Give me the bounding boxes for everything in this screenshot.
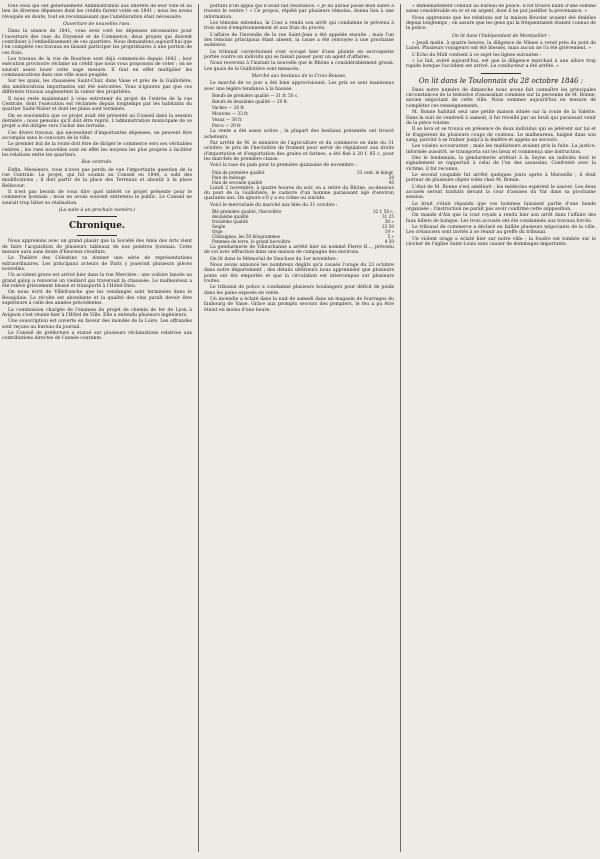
price-item: Pain de première qualité: [212, 169, 265, 175]
column-rule: [198, 4, 199, 852]
paragraph: On nous écrit de Villefranche que les vendanges sont terminées dans le Beaujolais. La récolte est abondante et la qualité des vins paraît devoir être supérieure à celle des années précédentes.: [2, 290, 192, 307]
paragraph: On se souviendra que ce projet avait été présenté au Conseil dans la session dernière ; nous pensons qu'il doit être repris. L'administration municipale de ce projet a été dirigée vers l'achat des terrains.: [2, 113, 192, 130]
price-item: Pommes de terre, le grand hectolitre: [212, 238, 291, 244]
price-value: 31 25: [382, 213, 394, 219]
column-right: [406, 4, 596, 852]
paragraph: Dans notre numéro de dimanche nous avons fait connaître les principales circonstances de la tentative d'assassinat commise sur la personne de M. Bonne, ancien négociant de cette ville. Nous sommes aujourd'hui en mesure de compléter ces renseignements.: [406, 87, 596, 109]
price-value: 5 »: [387, 233, 394, 239]
paragraph: tous ceux qui ont généralement Administration aux intérêts de leur ville et au lieu de diverses dépenses dont les crédits furent votés en 1841 ; nous les avons révoqués en doute, tout en reconnaissant que l'amélioration était nécessaire.: [2, 4, 192, 20]
paragraph: Nous avons annoncé les nombreux dégâts qu'a causés l'orage du 23 octobre dans notre département ; des détails ultérieurs nous apprennent que plusieurs ponts ont été emportés et que la circulation est interrompue sur plusieurs routes.: [204, 262, 394, 284]
column-left: [2, 4, 192, 852]
list-item: Veaux — 38 fr.: [212, 117, 243, 123]
paragraph: Nous recevons à l'instant la nouvelle que le Rhône a considérablement grossi. Les quais de la Guillotière sont menacés.: [204, 61, 394, 72]
paragraph: Il nous reste maintenant à vous entretenir du projet de l'entrée de la rue Centrale, dont l'exécution est réclamée depuis longtemps par les habitants du quartier Saint-Nizier et dont les plans sont terminés.: [2, 96, 192, 113]
price-value: 19 »: [384, 228, 394, 234]
paragraph: Le Théâtre des Célestins va donner une série de représentations extraordinaires. Les principaux acteurs de Paris y joueront plusieurs pièces nouvelles.: [2, 256, 192, 273]
price-value: 4 50: [384, 238, 394, 244]
paragraph: Les témoins entendus, la Cour a rendu son arrêt qui condamne le prévenu à trois mois d'emprisonnement et aux frais du procès.: [204, 21, 394, 32]
paragraph: Les voisins accoururent ; mais les malfaiteurs avaient pris la fuite. La justice, informée aussitôt, se transporta sur les lieux et commença une instruction.: [406, 144, 596, 155]
paragraph: Enfin, Messieurs, vous n'avez pas perdu de vue l'importante question de la rue Centrale. Le projet, qui fut soumis au Conseil en 1844, a subi des modifications ; il doit partir de la place des Terreaux et aboutir à la place Bellecour.: [2, 167, 192, 189]
bread-price-table: [212, 170, 394, 185]
paragraph: Voici le mercuriale du marché aux blés du 31 octobre :: [210, 202, 338, 208]
price-row: [212, 239, 394, 244]
paragraph: Voici la taxe du pain pour la première quinzaine de novembre :: [210, 163, 357, 169]
paragraph: Le bruit s'était répandu que ces hommes faisaient partie d'une bande organisée ; l'instruction ne paraît pas avoir confirmé cette supposition.: [406, 201, 596, 212]
section-subhead: On lit dans l'Indépendant de Montpellier :: [452, 33, 550, 39]
paragraph: Un violent orage a éclaté hier sur notre ville ; la foudre est tombée sur le clocher de l'église Saint-Louis sans causer de dommages importants.: [406, 236, 596, 248]
paragraph: Par arrêté de M. le ministre de l'agriculture et du commerce en date du 31 octobre, le prix de l'hectolitre de froment pour servir de régulateur aux droits d'importation et d'exportation des grains et farines, a été fixé à 20 f. 85 c. pour les marchés de première classe.: [204, 140, 394, 162]
paragraph: Le tribunal de police a condamné plusieurs boulangers pour déficit de poids dans les pains exposés en vente.: [204, 285, 394, 296]
paragraph: portant d'un appui qui n'avait fait résistance. « Je lui aurais passé mon sabre à travers le ventre ! » Ce propos, répété par plusieurs témoins, donna lieu à une information.: [204, 4, 394, 20]
price-item: Orge: [212, 228, 223, 234]
price-value: 30 »: [384, 218, 394, 224]
paragraph: Nous apprenons avec un grand plaisir que la Société des Amis des Arts vient de faire l'acquisition de plusieurs tableaux de nos peintres lyonnais. Cette mesure aura sans doute d'heureux résultats.: [2, 239, 192, 256]
list-item: Bœufs de deuxième qualité — 29 fr.: [212, 99, 288, 105]
paragraph: L'affaire de l'incendie de la rue Saint-Jean a été appelée ensuite ; mais l'un des témoins principaux étant absent, la cause a été renvoyée à une prochaine audience.: [204, 32, 394, 49]
list-item: Vaches — 26 fr.: [212, 105, 245, 111]
price-value: 23 50: [382, 223, 394, 229]
paragraph: « Le fait, avéré aujourd'hui, est que la diligence marchait à une allure trop rapide lorsque l'accident est arrivé. Le conducteur a été arrêté. »: [406, 59, 596, 70]
paragraph: L'état de M. Bonne s'est amélioré ; les médecins espèrent le sauver. Les deux accusés seront traduits devant la cour d'assises du Var dans sa prochaine session.: [406, 184, 596, 201]
paragraph: On mande d'Aix que la cour royale a rendu hier son arrêt dans l'affaire des faux billets de banque. Les trois accusés ont été condamnés aux travaux forcés.: [406, 213, 596, 224]
paragraph: La vente a été assez active ; la plupart des bestiaux présentés ont trouvé acheteurs.: [204, 129, 394, 140]
paragraph: Les travaux de la rue de Bourbon sont déjà commencés depuis 1842 ; leur exécution provisoire réclame un crédit que nous vous proposons de voter ; on ne saurait assez louer cette sage mesure. Il faut en effet multiplier les communications dans une ville aussi peuplée.: [2, 57, 192, 79]
price-value: 33 cent. le kilogr.: [357, 169, 394, 175]
price-item: troisième qualité: [212, 218, 249, 224]
column-rule: [400, 4, 401, 852]
price-item: Blé première qualité, l'hectolitre: [212, 208, 282, 214]
paragraph: Nous apprenons que les relations sur la maison Bouvier avaient été établies depuis longtemps ; on assure que les gens qui la fréquentaient étaient connus de la police.: [406, 15, 596, 32]
paragraph: Le marché de ce jour a été bien approvisionné. Les prix se sont maintenus avec une légère tendance à la hausse.: [204, 81, 394, 92]
price-item: Pain de seconde qualité: [212, 179, 263, 185]
paragraph: La commission chargée de l'examen du projet de chemin de fer de Lyon à Avignon s'est réunie hier à l'Hôtel de Ville. Elle a entendu plusieurs ingénieurs.: [2, 307, 192, 318]
section-heading: On lit dans le Toulonnais du 28 octobre 1846 :: [418, 76, 584, 85]
section-subhead: Marché aux bestiaux de la Croix-Rousse.: [251, 74, 347, 80]
price-item: Pain de ménage: [212, 174, 246, 180]
paragraph: La gendarmerie de Villeurbanne a arrêté hier un nommé Pierre B..., prévenu de vol avec effraction dans une maison de campagne des environs.: [204, 244, 394, 256]
paragraph: L'Echo du Midi contient à ce sujet les lignes suivantes :: [412, 52, 542, 58]
paragraph: Le tribunal correctionnel s'est occupé hier d'une plainte en escroquerie portée contre un individu qui se faisait passer pour un agent d'affaires.: [204, 49, 394, 61]
paragraph: Le premier but de la route doit être de diriger le commerce vers ses véritables centres ; les rues nouvelles sont en effet les moyens les plus propres à faciliter les relations entre les quartiers.: [2, 142, 192, 158]
separator: [481, 73, 521, 74]
paragraph: Dans la séance de 1841, vous avez voté les dépenses nécessaires pour l'ouverture des rues du Doyenné et de Commerce, deux projets qui doivent contribuer à l'embellissement de ces quartiers. Nous demandons aujourd'hui que l'on complète ces travaux en faisant participer les propriétaires à une portion de ces frais.: [2, 29, 192, 56]
price-item: Seigle: [212, 223, 226, 229]
section-subhead: Rue centrale.: [81, 160, 113, 166]
paragraph: Une souscription est ouverte en faveur des inondés de la Loire. Les offrandes sont reçues au bureau du journal.: [2, 319, 192, 330]
paragraph: Le second coupable fut arrêté quelques jours après à Marseille ; il était porteur de plusieurs objets volés chez M. Bonne.: [406, 172, 596, 184]
paragraph: Il n'est pas besoin de vous dire quel intérêt ce projet présente pour le commerce lyonnais ; nous en avons souvent entretenu le public. Le Conseil ne saurait trop hâter sa réalisation.: [2, 190, 192, 206]
paragraph: On lit dans le Mémorial de Vaucluse du 1er novembre :: [210, 256, 339, 262]
paragraph: Dès le lendemain, la gendarmerie arrêtait à la Seyne un individu dont le signalement se rapportait à celui de l'un des assassins. Confronté avec la victime, il fut reconnu.: [406, 155, 596, 172]
paragraph: Sur les quais, les chaussées Saint-Clair, dans Vaise et près de la Guillotière, des améliorations importantes ont été exécutées. Vous n'ignorez pas que ces différents travaux augmentent la valeur des propriétés.: [2, 79, 192, 96]
paragraph: Un accident grave est arrivé hier dans la rue Mercière : une voiture lancée au grand galop a renversé un vieillard qui traversait la chaussée. Le malheureux a été relevé grièvement blessé et transporté à l'Hôtel-Dieu.: [2, 273, 192, 290]
paragraph: Un incendie a éclaté dans la nuit de samedi dans un magasin de fourrages du faubourg de Vaise. Grâce aux prompts secours des pompiers, le feu a pu être éteint en moins d'une heure.: [204, 297, 394, 313]
section-subhead: Ouverture de nouvelles rues.: [63, 22, 131, 28]
list-item: Porcs — 29 fr.: [212, 123, 242, 129]
list-item: Moutons — 33 fr.: [212, 111, 249, 117]
price-item: Châtaignes, les 50 kilogrammes: [212, 233, 281, 239]
separator: [77, 235, 117, 236]
market-price-list: [212, 93, 394, 128]
section-heading: Chronique.: [68, 221, 126, 232]
paragraph: Le Conseil de préfecture a statué sur plusieurs réclamations relatives aux contributions directes de l'année courante.: [2, 330, 192, 342]
list-item: Bœufs de première qualité — 31 fr. 50 c.: [212, 93, 299, 99]
paragraph: Le tribunal de commerce a déclaré en faillite plusieurs négociants de la ville. Les créanciers sont invités à se réunir au greffe du tribunal.: [406, 225, 596, 236]
grain-price-table: [212, 209, 394, 244]
continued-note: (La suite à un prochain numéro.): [58, 208, 136, 214]
price-row: [212, 180, 394, 185]
paragraph: M. Bonne habitait seul une petite maison située sur la route de la Valette. Dans la nuit de vendredi à samedi, il fut réveillé par un bruit qui paraissait venir de la pièce voisine.: [406, 110, 596, 126]
paragraph: « immédiatement conduit au bureau de police. Il fut trouvé nanti d'une somme assez considérable en or et en argent, dont il ne put justifier la provenance. »: [406, 4, 596, 15]
paragraph: « Jeudi matin, à quatre heures, la diligence de Nîmes a versé près du pont de Lunel. Plusieurs voyageurs ont été blessés, mais aucun ne l'a été grièvement. »: [406, 41, 596, 52]
price-value: 32 f. 50 c.: [372, 208, 394, 214]
paragraph: Lundi 2 novembre, à quatre heures du soir, on a retiré du Rhône, au-dessous du pont de la Guillotière, le cadavre d'un homme paraissant âgé d'environ quarante ans. On ignore s'il y a eu crime ou suicide.: [204, 185, 394, 202]
price-value: 45: [388, 179, 394, 185]
paragraph: Ces divers travaux, qui nécessitent d'importantes dépenses, ne peuvent être accomplis sans le concours de la ville.: [2, 130, 192, 141]
price-value: 28: [388, 174, 394, 180]
price-item: deuxième qualité: [212, 213, 249, 219]
paragraph: Il se leva et se trouva en présence de deux individus qui se jetèrent sur lui et le frappèrent de plusieurs coups de couteau. Le malheureux, baigné dans son sang, parvint à se traîner jusqu'à la fenêtre et appela au secours.: [406, 127, 596, 143]
column-middle: [204, 4, 394, 852]
separator: [77, 216, 117, 217]
